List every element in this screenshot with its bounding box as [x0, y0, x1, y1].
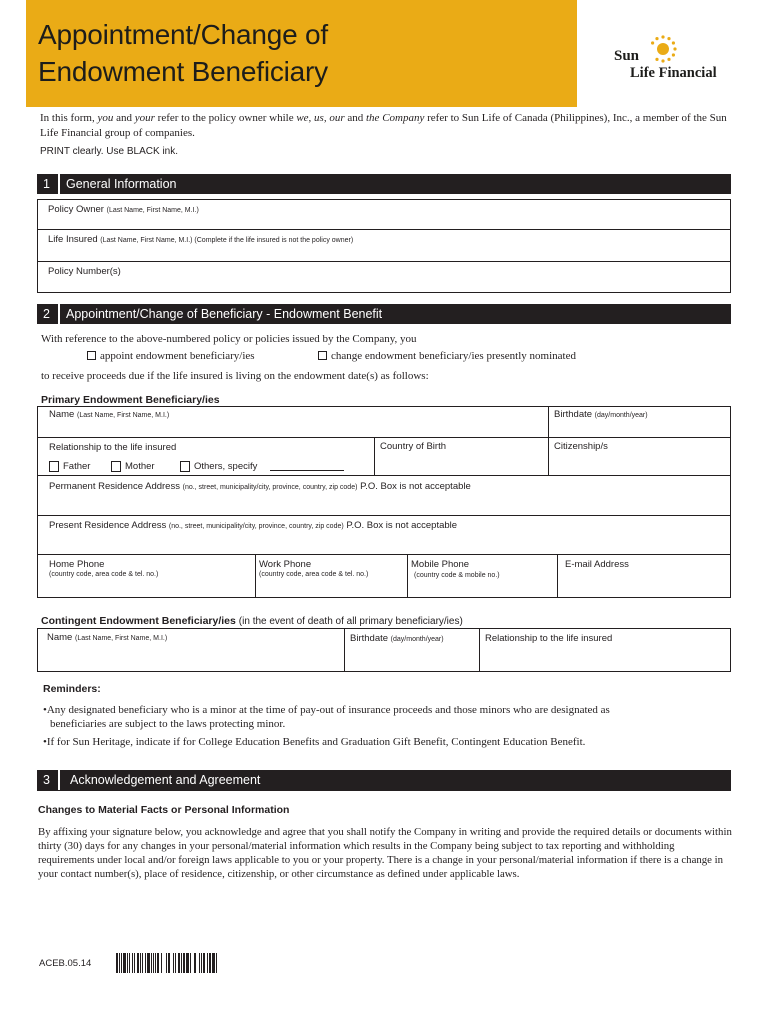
- mobile-phone-hint: (country code & mobile no.): [414, 572, 500, 579]
- mother-label: Mother: [125, 461, 155, 472]
- others-checkbox[interactable]: [180, 461, 190, 472]
- section-2-header: [37, 304, 731, 324]
- father-checkbox[interactable]: [49, 461, 59, 472]
- acknowledgement-body: By affixing your signature below, you acknowledge and agree that you shall notify the Company in writing and provide the required details or documents within thirty (30) days for any changes in your personal/material information which results in the Company being subject to tax reporting and withholding requirements under local and/or foreign laws applicable to you or your property. There is a change in your personal/material information if there is a change in your contact number(s), place of residence, citizenship, or other circumstance as defined under applicable laws.: [38, 826, 732, 880]
- work-phone-hint: (country code, area code & tel. no.): [259, 571, 369, 578]
- section-number: 1: [43, 177, 50, 191]
- section-3-header: [37, 770, 731, 791]
- reminder-1-cont: beneficiaries are subject to the laws protecting minor.: [50, 718, 286, 730]
- others-label: Others, specify: [194, 461, 258, 472]
- relationship-label: Relationship to the life insured: [49, 442, 177, 453]
- home-phone-hint: (country code, area code & tel. no.): [49, 571, 159, 578]
- reminder-1: •Any designated beneficiary who is a minor at the time of pay-out of insurance proceeds and those minors who are designated as: [43, 704, 610, 716]
- reference-text: With reference to the above-numbered policy or policies issued by the Company, you: [41, 333, 417, 345]
- beneficiary-birthdate-field[interactable]: Birthdate (day/month/year): [554, 409, 648, 420]
- section-title: Appointment/Change of Beneficiary - Endowment Benefit: [66, 307, 383, 321]
- citizenship-field[interactable]: Citizenship/s: [554, 441, 608, 452]
- policy-numbers-field[interactable]: Policy Number(s): [48, 266, 121, 277]
- section-title: General Information: [66, 177, 177, 191]
- life-insured-field[interactable]: Life Insured (Last Name, First Name, M.I.) (Complete if the life insured is not the policy owner): [48, 234, 354, 245]
- logo-text-sun: Sun: [614, 48, 640, 64]
- title-line-2: Endowment Beneficiary: [38, 56, 328, 87]
- title-line-1: Appointment/Change of: [38, 19, 329, 50]
- reminders-heading: Reminders:: [43, 683, 101, 695]
- father-label: Father: [63, 461, 91, 472]
- appoint-option[interactable]: appoint endowment beneficiary/ies: [87, 350, 255, 362]
- mobile-phone-field[interactable]: Mobile Phone: [411, 559, 470, 570]
- primary-beneficiary-heading: Primary Endowment Beneficiary/ies: [41, 394, 220, 406]
- change-checkbox[interactable]: [318, 351, 327, 360]
- logo-text-life-financial: Life Financial: [630, 65, 717, 81]
- section-number: 2: [43, 307, 50, 321]
- appoint-checkbox[interactable]: [87, 351, 96, 360]
- home-phone-field[interactable]: Home Phone: [49, 559, 105, 570]
- contingent-name-field[interactable]: Name (Last Name, First Name, M.I.): [47, 632, 168, 643]
- permanent-address-field[interactable]: Permanent Residence Address (no., street, municipality/city, province, country, zip code) P.O. Box is not acceptable: [49, 481, 471, 492]
- email-field[interactable]: E-mail Address: [565, 559, 629, 570]
- section-number: 3: [43, 773, 50, 787]
- contingent-heading: Contingent Endowment Beneficiary/ies (in the event of death of all primary beneficiary/ies): [41, 615, 463, 627]
- proceeds-text: to receive proceeds due if the life insured is living on the endowment date(s) as follows:: [41, 370, 429, 382]
- contingent-birthdate-field[interactable]: Birthdate (day/month/year): [350, 633, 444, 644]
- beneficiary-name-field[interactable]: Name (Last Name, First Name, M.I.): [49, 409, 170, 420]
- section-title: Acknowledgement and Agreement: [70, 773, 261, 787]
- barcode: [116, 953, 294, 973]
- form-title: [38, 16, 328, 90]
- mother-checkbox[interactable]: [111, 461, 121, 472]
- sun-logo-icon: [648, 34, 678, 64]
- sun-life-logo: [612, 34, 736, 84]
- form-code: ACEB.05.14: [39, 958, 92, 969]
- print-instruction: PRINT clearly. Use BLACK ink.: [40, 146, 179, 157]
- reminder-2: •If for Sun Heritage, indicate if for College Education Benefits and Graduation Gift Benefit, Contingent Education Benefit.: [43, 736, 586, 748]
- policy-owner-field[interactable]: Policy Owner (Last Name, First Name, M.I.): [48, 204, 199, 215]
- change-option[interactable]: change endowment beneficiary/ies presently nominated: [318, 350, 576, 362]
- section-1-header: [37, 174, 731, 194]
- country-of-birth-field[interactable]: Country of Birth: [380, 441, 446, 452]
- material-changes-heading: Changes to Material Facts or Personal Information: [38, 804, 290, 816]
- contingent-relationship-field[interactable]: Relationship to the life insured: [485, 633, 613, 644]
- present-address-field[interactable]: Present Residence Address (no., street, municipality/city, province, country, zip code) P.O. Box is not acceptable: [49, 520, 458, 531]
- work-phone-field[interactable]: Work Phone: [259, 559, 312, 570]
- others-specify-line[interactable]: [270, 470, 344, 471]
- intro-paragraph: In this form, you and your refer to the policy owner while we, us, our and the Company refer to Sun Life of Canada (Philippines), Inc., a member of the Sun Life Financial group of companies.: [40, 112, 727, 139]
